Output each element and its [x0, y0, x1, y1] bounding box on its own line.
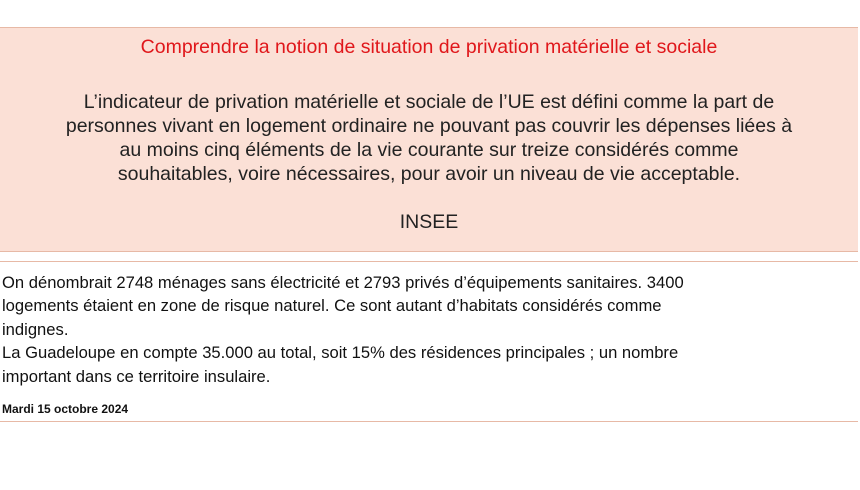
- article-line: logements étaient en zone de risque naturel. Ce sont autant d’habitats considérés comme: [2, 296, 662, 316]
- definition-title: Comprendre la notion de situation de privation matérielle et sociale: [140, 36, 718, 58]
- article-line: On dénombrait 2748 ménages sans électricité et 2793 privés d’équipements sanitaires. 3400: [2, 273, 684, 292]
- definition-line: au moins cinq éléments de la vie courante sur treize considérés comme: [119, 139, 739, 161]
- article-line: La Guadeloupe en compte 35.000 au total, soit 15% des résidences principales ; un nombre: [2, 343, 679, 363]
- definition-text: [0, 90, 858, 186]
- definition-box: [0, 27, 858, 252]
- definition-source: INSEE: [399, 211, 459, 233]
- article-text: [2, 271, 684, 388]
- article-block: [0, 261, 858, 422]
- definition-line: souhaitables, voire nécessaires, pour avoir un niveau de vie acceptable.: [117, 163, 741, 185]
- definition-line: personnes vivant en logement ordinaire ne pouvant pas couvrir les dépenses liées à: [65, 115, 793, 137]
- article-line: important dans ce territoire insulaire.: [2, 366, 271, 386]
- definition-line: L’indicateur de privation matérielle et sociale de l’UE est défini comme la part de: [83, 91, 775, 113]
- article-line: indignes.: [2, 319, 69, 339]
- article-date: Mardi 15 octobre 2024: [2, 402, 129, 416]
